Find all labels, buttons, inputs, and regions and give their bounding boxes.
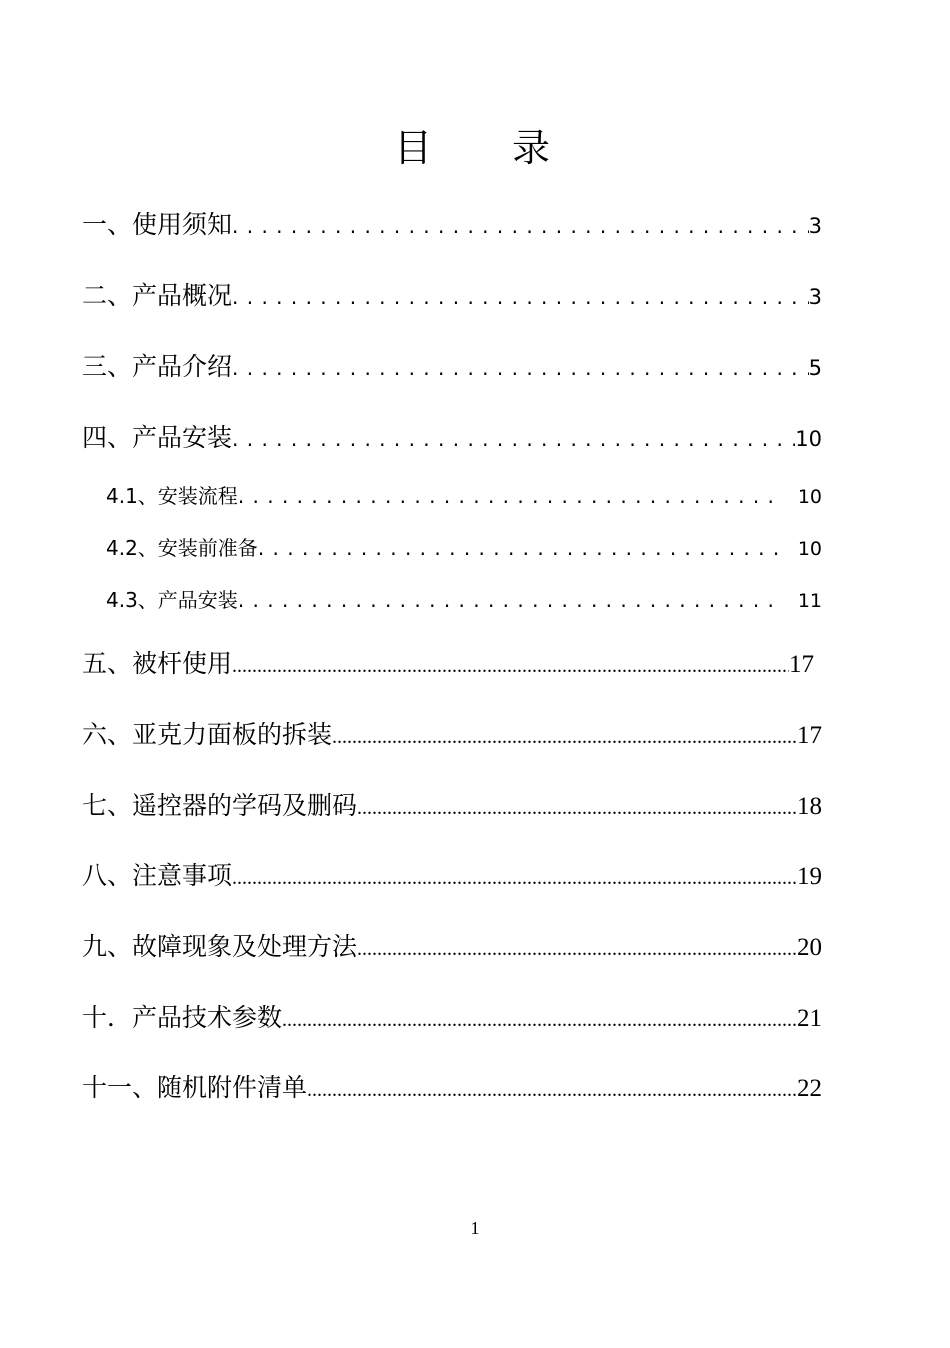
- toc-entry-11[interactable]: [82, 1071, 822, 1105]
- toc-page-number: 10: [795, 427, 822, 451]
- toc-page-number: 3: [808, 214, 822, 238]
- toc-page-number: 20: [797, 934, 822, 961]
- toc-entry-label: 八、注意事项: [82, 861, 233, 890]
- toc-entry-label: 三、产品介绍: [82, 352, 233, 381]
- toc-entry-10[interactable]: [82, 1001, 822, 1035]
- toc-leader-dots: [232, 279, 809, 313]
- toc-leader-dots: [282, 1001, 797, 1035]
- toc-entry-label: 一、使用须知: [82, 210, 233, 239]
- toc-leader-dots: [232, 859, 797, 893]
- toc-entry-label: 九、故障现象及处理方法: [82, 932, 358, 961]
- toc-entry-label: 六、亚克力面板的拆装: [82, 720, 333, 749]
- toc-entry-7[interactable]: [82, 789, 822, 823]
- page-title: 目 录: [393, 126, 585, 170]
- toc-entry-label: 四、产品安装: [82, 423, 233, 452]
- toc-entry-3[interactable]: [82, 350, 822, 384]
- toc-page-number: 19: [797, 863, 822, 890]
- toc-leader-dots: [307, 1071, 797, 1105]
- toc-entry-4-3[interactable]: [106, 586, 822, 614]
- toc-entry-label: 七、遥控器的学码及删码: [82, 791, 358, 820]
- toc-page-number: 3: [808, 285, 822, 309]
- toc-entry-label: 4.2、安装前准备: [106, 536, 258, 560]
- toc-leader-dots: [232, 647, 789, 681]
- toc-entry-5[interactable]: [82, 647, 822, 681]
- toc-entry-4-1[interactable]: [106, 482, 822, 510]
- toc-leader-dots: [232, 421, 795, 455]
- toc-entry-label: 十．产品技术参数: [82, 1003, 283, 1032]
- toc-leader-dots: [232, 208, 809, 242]
- toc-entry-label: 4.3、产品安装: [106, 588, 238, 612]
- toc-entry-label: 4.1、安装流程: [106, 484, 238, 508]
- toc-leader-dots: [332, 718, 797, 752]
- toc-page-number: 21: [797, 1005, 822, 1032]
- toc-entry-2[interactable]: [82, 279, 822, 313]
- toc-entry-9[interactable]: [82, 930, 822, 964]
- toc-entry-4-2[interactable]: [106, 534, 822, 562]
- toc-entry-6[interactable]: [82, 718, 822, 752]
- toc-page-number: 18: [797, 793, 822, 820]
- toc-page-number: 11: [797, 590, 822, 612]
- toc-leader-dots: [357, 930, 797, 964]
- toc-page-number: 10: [797, 486, 822, 508]
- footer-page-number: 1: [470, 1218, 480, 1238]
- toc-page-number: 5: [808, 356, 822, 380]
- toc-leader-dots: [357, 789, 797, 823]
- toc-leader-dots: [238, 586, 782, 614]
- toc-page-number: 10: [797, 538, 822, 560]
- toc-leader-dots: [238, 482, 782, 510]
- toc-entry-8[interactable]: [82, 859, 822, 893]
- toc-entry-label: 五、被杆使用: [82, 649, 233, 678]
- toc-entry-label: 二、产品概况: [82, 281, 233, 310]
- toc-entry-4[interactable]: [82, 421, 822, 455]
- toc-entry-1[interactable]: [82, 208, 822, 242]
- toc-page-number: 17: [797, 722, 822, 749]
- toc-leader-dots: [232, 350, 809, 384]
- toc-page-number: 17: [789, 651, 814, 678]
- toc-leader-dots: [258, 534, 782, 562]
- toc-page-number: 22: [797, 1075, 822, 1102]
- toc-entry-label: 十一、随机附件清单: [82, 1073, 308, 1102]
